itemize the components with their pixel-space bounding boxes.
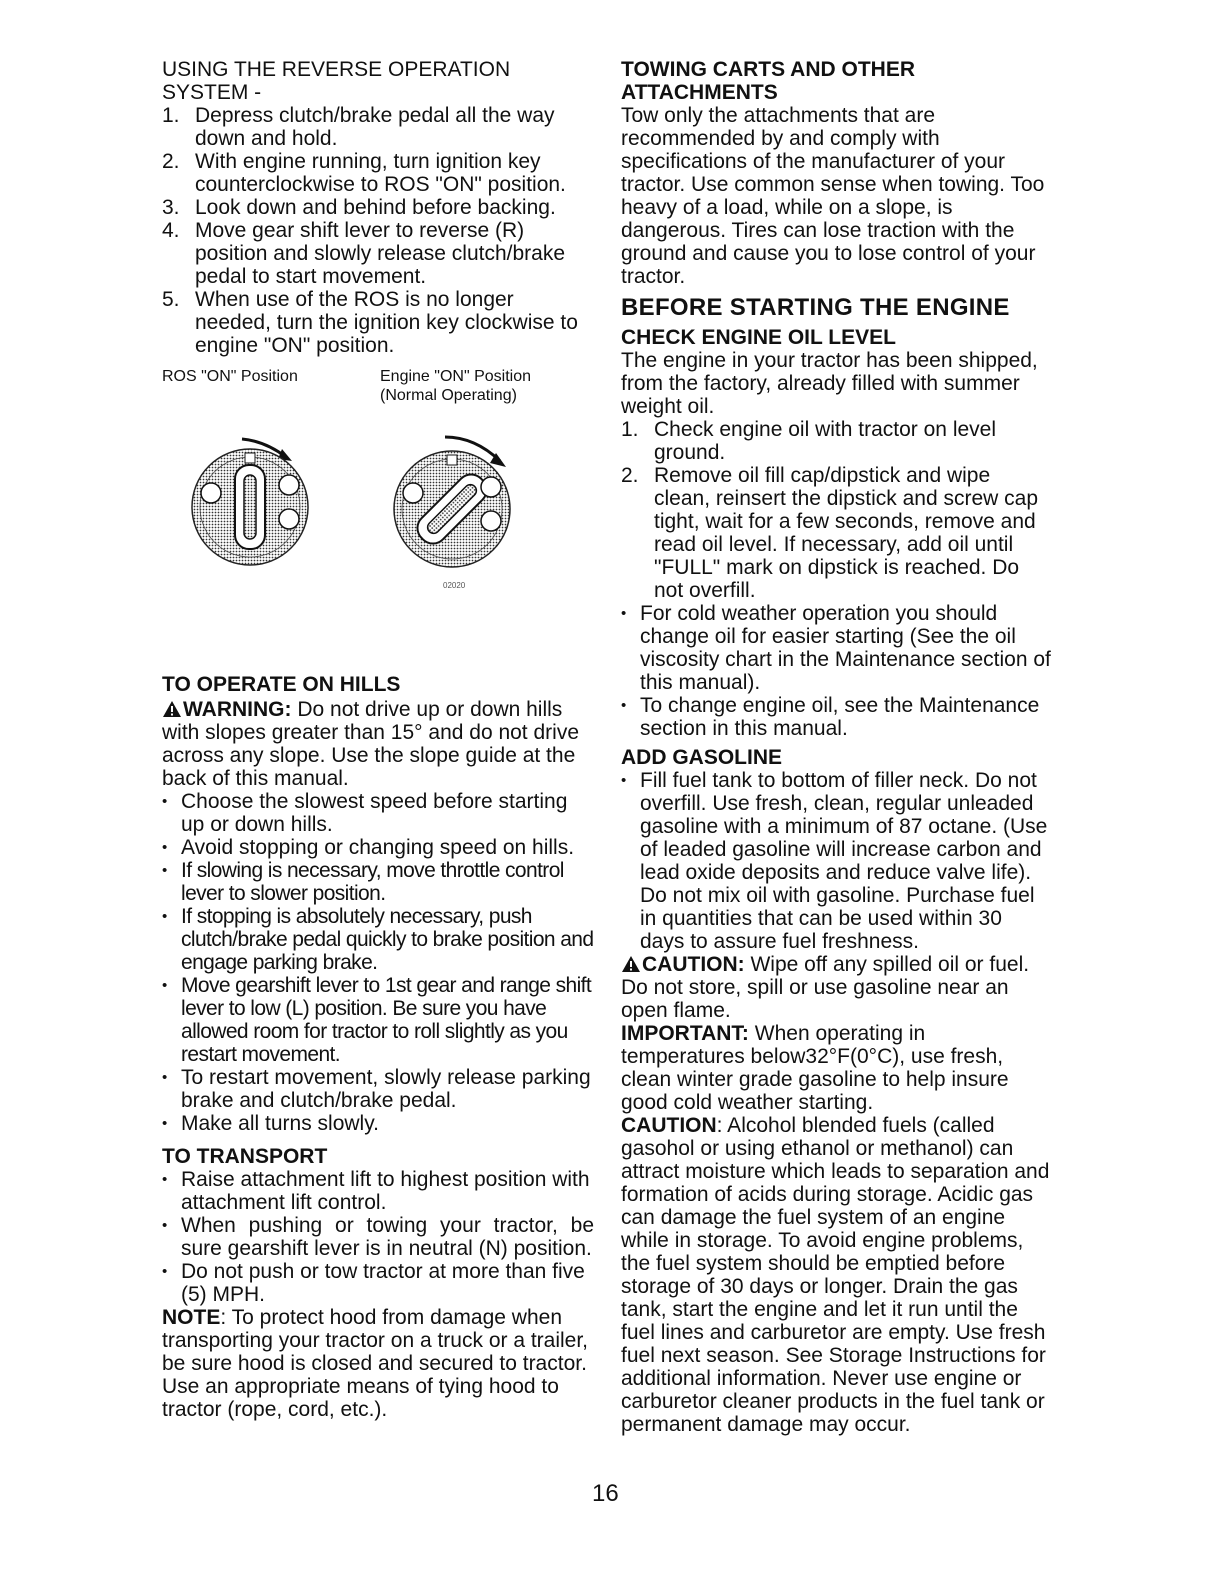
list-item: • Do not push or tow tractor at more than five (5) MPH. [162, 1260, 594, 1306]
transport-bullets [162, 1168, 594, 1306]
ros-heading [162, 58, 594, 104]
important-text: When operating in temperatures below32°F(0°C), use fresh, clean winter grade gasoline to help insure good cold weather starting. [621, 1022, 1009, 1114]
ros-heading-line2: SYSTEM - [162, 81, 262, 104]
list-item: • If stopping is absolutely necessary, push clutch/brake pedal quickly to brake position and engage parking brake. [162, 905, 594, 974]
step-text: Look down and behind before backing. [195, 196, 556, 219]
list-item: • When pushing or towing your tractor, be sure gearshift lever is in neutral (N) position. [162, 1214, 594, 1260]
list-item: • Raise attachment lift to highest position with attachment lift control. [162, 1168, 594, 1214]
important-label: IMPORTANT: [621, 1022, 749, 1045]
ros-heading-line1: USING THE REVERSE OPERATION [162, 58, 511, 81]
hills-heading: TO OPERATE ON HILLS [162, 673, 401, 696]
engine-caption-line1: Engine "ON" Position [380, 368, 531, 385]
oil-steps-list [621, 418, 1051, 602]
engine-dial-icon [390, 427, 530, 577]
caution-triangle-icon [621, 955, 641, 973]
list-item: • Make all turns slowly. [162, 1112, 594, 1135]
list-item: • To change engine oil, see the Maintenance section in this manual. [621, 694, 1051, 740]
list-item [162, 104, 594, 150]
list-item: • If slowing is necessary, move throttle control lever to slower position. [162, 859, 594, 905]
ros-position-caption: ROS "ON" Position [162, 368, 298, 385]
oil-bullets [621, 602, 1051, 740]
list-item [621, 418, 1051, 464]
list-item: • Choose the slowest speed before starting up or down hills. [162, 790, 594, 836]
list-item: • Move gearshift lever to 1st gear and range shift lever to low (L) position. Be sure you have allowed room for tractor to roll slightly as you restart movement. [162, 974, 594, 1066]
step-text: Check engine oil with tractor on level ground. [654, 418, 997, 464]
list-item [162, 288, 594, 357]
engine-position-caption [380, 367, 531, 405]
add-gasoline-heading: ADD GASOLINE [621, 746, 783, 769]
towing-heading: TOWING CARTS AND OTHER ATTACHMENTS [621, 58, 915, 104]
caution-text: Wipe off any spilled oil or fuel. Do not store, spill or use gasoline near an open flame. [621, 953, 1030, 1022]
list-item [162, 219, 594, 288]
list-item: • For cold weather operation you should change oil for easier starting (See the oil viscosity chart in the Maintenance section of this manual). [621, 602, 1051, 694]
ignition-switch-figure [162, 367, 594, 667]
step-number: 2. [162, 150, 180, 173]
warning-label: WARNING: [183, 698, 292, 721]
step-text: Remove oil fill cap/dipstick and wipe clean, reinsert the dipstick and screw cap tight, wait for a few seconds, remove and read oil level. If necessary, add oil until "FULL" mark on dipstick is reached. Do not overfill. [654, 464, 1039, 602]
alcohol-caution-paragraph [621, 1114, 1051, 1436]
towing-text: Tow only the attachments that are recommended by and comply with specifications of the manufacturer of your tractor. Use common sense when towing. Too heavy of a load, while on a slope, is dangerous. Tires can lose traction with the ground and cause you to lose control of your tractor. [621, 104, 1045, 288]
step-number: 1. [162, 104, 180, 127]
important-paragraph [621, 1022, 1051, 1114]
caution-paragraph [621, 953, 1051, 1022]
step-number: 4. [162, 219, 180, 242]
figure-code: 02020 [443, 581, 466, 590]
step-number: 1. [621, 418, 639, 441]
list-item [162, 150, 594, 196]
ros-steps-list [162, 104, 594, 357]
gasoline-bullets [621, 769, 1051, 953]
warning-text: Do not drive up or down hills with slopes greater than 15° and do not drive across any slope. Use the slope guide at the back of this manual. [162, 698, 579, 790]
list-item: • Fill fuel tank to bottom of filler neck. Do not overfill. Use fresh, clean, regular unleaded gasoline with a minimum of 87 octane. (Use of leaded gasoline will increase carbon and lead oxide deposits and reduce valve life). Do not mix oil with gasoline. Purchase fuel in quantities that can be used within 30 days to assure fuel freshness. [621, 769, 1051, 953]
caution2-label: CAUTION [621, 1114, 717, 1137]
oil-level-text: The engine in your tractor has been shipped, from the factory, already filled with summer weight oil. [621, 349, 1038, 418]
step-number: 5. [162, 288, 180, 311]
hills-bullets [162, 790, 594, 1135]
step-text: Depress clutch/brake pedal all the way down and hold. [195, 104, 555, 150]
left-column [162, 58, 594, 1421]
list-item: • Avoid stopping or changing speed on hills. [162, 836, 594, 859]
list-item: • To restart movement, slowly release parking brake and clutch/brake pedal. [162, 1066, 594, 1112]
engine-caption-line2: (Normal Operating) [380, 387, 517, 404]
right-column [621, 58, 1051, 1436]
step-text: When use of the ROS is no longer needed, turn the ignition key clockwise to engine "ON" position. [195, 288, 578, 357]
step-number: 2. [621, 464, 639, 487]
step-number: 3. [162, 196, 180, 219]
oil-level-heading: CHECK ENGINE OIL LEVEL [621, 326, 896, 349]
list-item [621, 464, 1051, 602]
step-text: Move gear shift lever to reverse (R) position and slowly release clutch/brake pedal to start movement. [195, 219, 566, 288]
note-label: NOTE [162, 1306, 221, 1329]
before-starting-heading: BEFORE STARTING THE ENGINE [621, 294, 1010, 321]
note-text: : To protect hood from damage when transporting your tractor on a truck or a trailer, be sure hood is closed and secured to tractor. Use an appropriate means of tying hood to tractor (rope, cord, etc.). [162, 1306, 589, 1421]
caution2-text: : Alcohol blended fuels (called gasohol or using ethanol or methanol) can attract moisture which leads to separation and formation of acids during storage. Acidic gas can damage the fuel system of an engine while in storage. To avoid engine problems, the fuel system should be emptied before storage of 30 days or longer. Drain the gas tank, start the engine and let it run until the fuel lines and carburetor are empty. Use fresh fuel next season. See Storage Instructions for additional information. Never use engine or carburetor cleaner products in the fuel tank or permanent damage may occur. [621, 1114, 1050, 1436]
ros-dial-icon [190, 427, 320, 567]
transport-heading: TO TRANSPORT [162, 1145, 328, 1168]
warning-triangle-icon [162, 700, 182, 718]
page-number: 16 [592, 1480, 619, 1507]
step-text: With engine running, turn ignition key counterclockwise to ROS "ON" position. [195, 150, 566, 196]
list-item [162, 196, 594, 219]
hills-warning [162, 698, 594, 790]
transport-note [162, 1306, 594, 1421]
caution-label: CAUTION: [642, 953, 745, 976]
